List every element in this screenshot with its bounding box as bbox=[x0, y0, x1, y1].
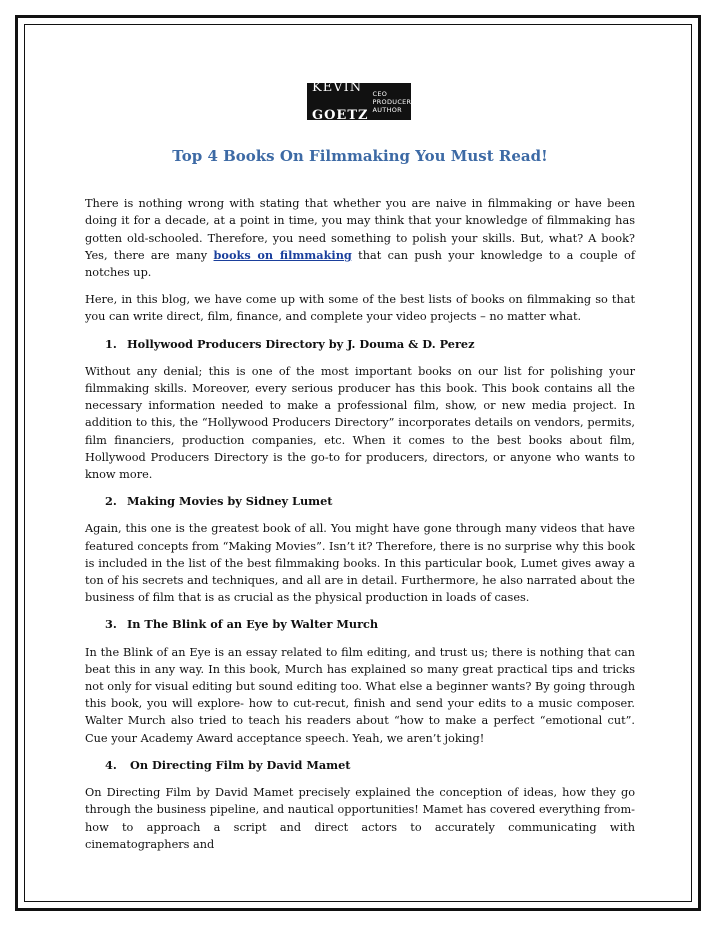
section-heading bbox=[105, 493, 635, 510]
logo-role: PRODUCER bbox=[372, 97, 412, 106]
section-body: Without any denial; this is one of the most important books on our list for polishing your filmmaking skills. Moreover, every serious producer has this book. This book contains all the necessary information needed to make a professional film, show, or new media project. In addition to this, the “Hollywood Producers Directory” incorporates details on vendors, permits, film financiers, production companies, etc. When it comes to the best books about film, Hollywood Producers Directory is the go-to for producers, directors, or anyone who wants to know more. bbox=[85, 364, 635, 482]
section-number: 3. bbox=[105, 617, 117, 632]
section-heading bbox=[105, 757, 635, 774]
section-body: In the Blink of an Eye is an essay related to film editing, and trust us; there is nothing that can beat this in any way. In this book, Murch has explained so many great practical tips and tricks not only for visual editing but sound editing too. What else a beginner wants? By going through this book, you will explore- how to cut-recut, finish and send your edits to a music composer. Walter Murch also tried to teach his readers about “how to make a perfect “emotional cut”. Cue your Academy Award acceptance speech. Yeah, we aren’t joking! bbox=[85, 645, 635, 745]
page-title: Top 4 Books On Filmmaking You Must Read! bbox=[172, 147, 548, 165]
books-on-filmmaking-link[interactable]: books on filmmaking bbox=[213, 247, 352, 262]
logo-name-line1: KEVIN bbox=[312, 79, 363, 95]
logo-role: AUTHOR bbox=[372, 105, 402, 114]
intro-text-after: that can push your knowledge to a couple of notches up. bbox=[85, 248, 635, 280]
section-number: 2. bbox=[105, 494, 117, 509]
section-heading bbox=[105, 616, 635, 633]
intro-paragraph-2: Here, in this blog, we have come up with some of the best lists of books on filmmaking so that you can write direct, film, finance, and complete your video projects – no matter what. bbox=[85, 293, 635, 324]
section-title: In The Blink of an Eye by Walter Murch bbox=[127, 617, 379, 632]
logo-name bbox=[307, 67, 369, 137]
section-title: On Directing Film by David Mamet bbox=[130, 757, 351, 772]
logo-role: CEO bbox=[372, 89, 388, 98]
brand-logo bbox=[307, 79, 412, 123]
section-number: 1. bbox=[105, 336, 117, 351]
intro-paragraph bbox=[85, 195, 635, 281]
intro-text-before: There is nothing wrong with stating that whether you are naive in filmmaking or have been doing it for a decade, at a point in time, you may think that your knowledge of filmmaking has gotten old-schooled. Therefore, you need something to polish your skills. But, what? A book? Yes, there are many bbox=[85, 197, 635, 262]
article-body bbox=[85, 148, 635, 863]
section-heading bbox=[105, 336, 635, 353]
logo-roles bbox=[373, 90, 412, 114]
section-title: Hollywood Producers Directory by J. Douma & D. Perez bbox=[127, 336, 475, 351]
logo-name-line2: GOETZ bbox=[312, 107, 369, 123]
section-body: On Directing Film by David Mamet precisely explained the conception of ideas, how they go through the business pipeline, and nautical opportunities! Mamet has covered everything from- how to approach a script and direct actors to accurately communicating with cinematographers and bbox=[85, 786, 635, 851]
section-number: 4. bbox=[105, 757, 117, 772]
section-body: Again, this one is the greatest book of all. You might have gone through many videos that have featured concepts from “Making Movies”. Isn’t it? Therefore, there is no surprise why this book is included in the list of the best filmmaking books. In this particular book, Lumet gives away a ton of his secrets and techniques, and all are in detail. Furthermore, he also narrated about the business of film that is as crucial as the physical production in loads of cases. bbox=[85, 522, 635, 605]
section-title: Making Movies by Sidney Lumet bbox=[127, 494, 333, 509]
